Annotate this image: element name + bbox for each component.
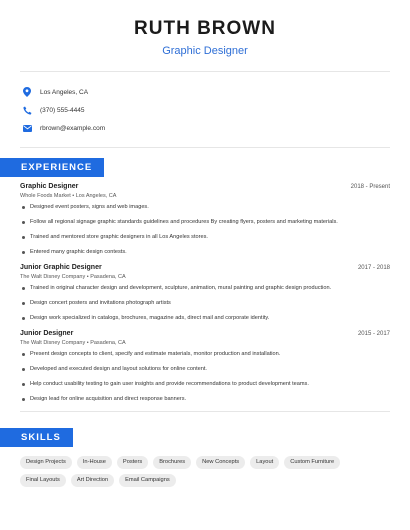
location-pin-icon xyxy=(22,87,32,97)
experience-divider xyxy=(20,411,390,412)
job-bullet: Design work specialized in catalogs, brochures, magazine ads, direct mail and corporate identity. xyxy=(20,315,390,322)
phone-text: (370) 555-4445 xyxy=(40,106,85,114)
job-bullet: Present design concepts to client, specify and estimate materials, monitor production and installation. xyxy=(20,351,390,358)
resume-header xyxy=(0,0,410,57)
skill-chip: Custom Furniture xyxy=(284,456,340,469)
skill-chip: Art Direction xyxy=(71,474,114,487)
skill-chip: Final Layouts xyxy=(20,474,66,487)
skills-list xyxy=(0,447,410,487)
job-entry xyxy=(20,264,390,322)
skill-chip: Brochures xyxy=(153,456,191,469)
job-bullet: Developed and executed design and layout solutions for online content. xyxy=(20,366,390,373)
job-title: Graphic Designer xyxy=(20,183,79,190)
experience-list xyxy=(0,177,410,403)
skill-chip: New Concepts xyxy=(196,456,245,469)
phone-icon xyxy=(22,105,32,115)
experience-heading: EXPERIENCE xyxy=(0,158,104,177)
contact-location xyxy=(22,83,410,101)
candidate-name: RUTH BROWN xyxy=(134,18,276,39)
job-bullet: Design concert posters and invitations photograph artists xyxy=(20,300,390,307)
job-company: The Walt Disney Company • Pasadena, CA xyxy=(20,274,126,280)
job-bullet: Trained and mentored store graphic designers in all Los Angeles stores. xyxy=(20,234,390,241)
job-bullet: Follow all regional signage graphic standards guidelines and procedures By creating flyers, posters and marketing materials. xyxy=(20,219,390,226)
job-dates: 2017 - 2018 xyxy=(357,265,390,271)
job-company: Whole Foods Market • Los Angeles, CA xyxy=(20,193,117,199)
job-dates: 2015 - 2017 xyxy=(357,331,390,337)
candidate-role: Graphic Designer xyxy=(162,45,248,57)
location-text: Los Angeles, CA xyxy=(40,88,89,96)
job-dates: 2018 - Present xyxy=(350,184,390,190)
job-title: Junior Graphic Designer xyxy=(20,264,102,271)
skill-chip: Posters xyxy=(117,456,148,469)
contact-list xyxy=(0,72,410,147)
skills-heading: SKILLS xyxy=(0,428,73,447)
skill-chip: Design Projects xyxy=(20,456,72,469)
skill-chip: Email Campaigns xyxy=(119,474,176,487)
job-bullet: Trained in original character design and development, sculpture, animation, mural painting and graphic design production. xyxy=(20,285,390,292)
contact-email xyxy=(22,119,410,137)
job-bullet: Entered many graphic design contests. xyxy=(20,249,390,256)
email-text[interactable]: rbrown@example.com xyxy=(40,124,106,132)
email-icon xyxy=(22,123,32,133)
job-entry xyxy=(20,330,390,403)
skill-chip: Layout xyxy=(250,456,279,469)
job-title: Junior Designer xyxy=(20,330,74,337)
contact-divider xyxy=(20,147,390,148)
job-entry xyxy=(20,183,390,256)
contact-phone xyxy=(22,101,410,119)
job-bullet: Help conduct usability testing to gain user insights and provide recommendations to product development teams. xyxy=(20,381,390,388)
job-bullet: Design lead for online acquisition and direct response banners. xyxy=(20,396,390,403)
skill-chip: In-House xyxy=(77,456,112,469)
job-bullet: Designed event posters, signs and web images. xyxy=(20,204,390,211)
job-company: The Walt Disney Company • Pasadena, CA xyxy=(20,340,126,346)
